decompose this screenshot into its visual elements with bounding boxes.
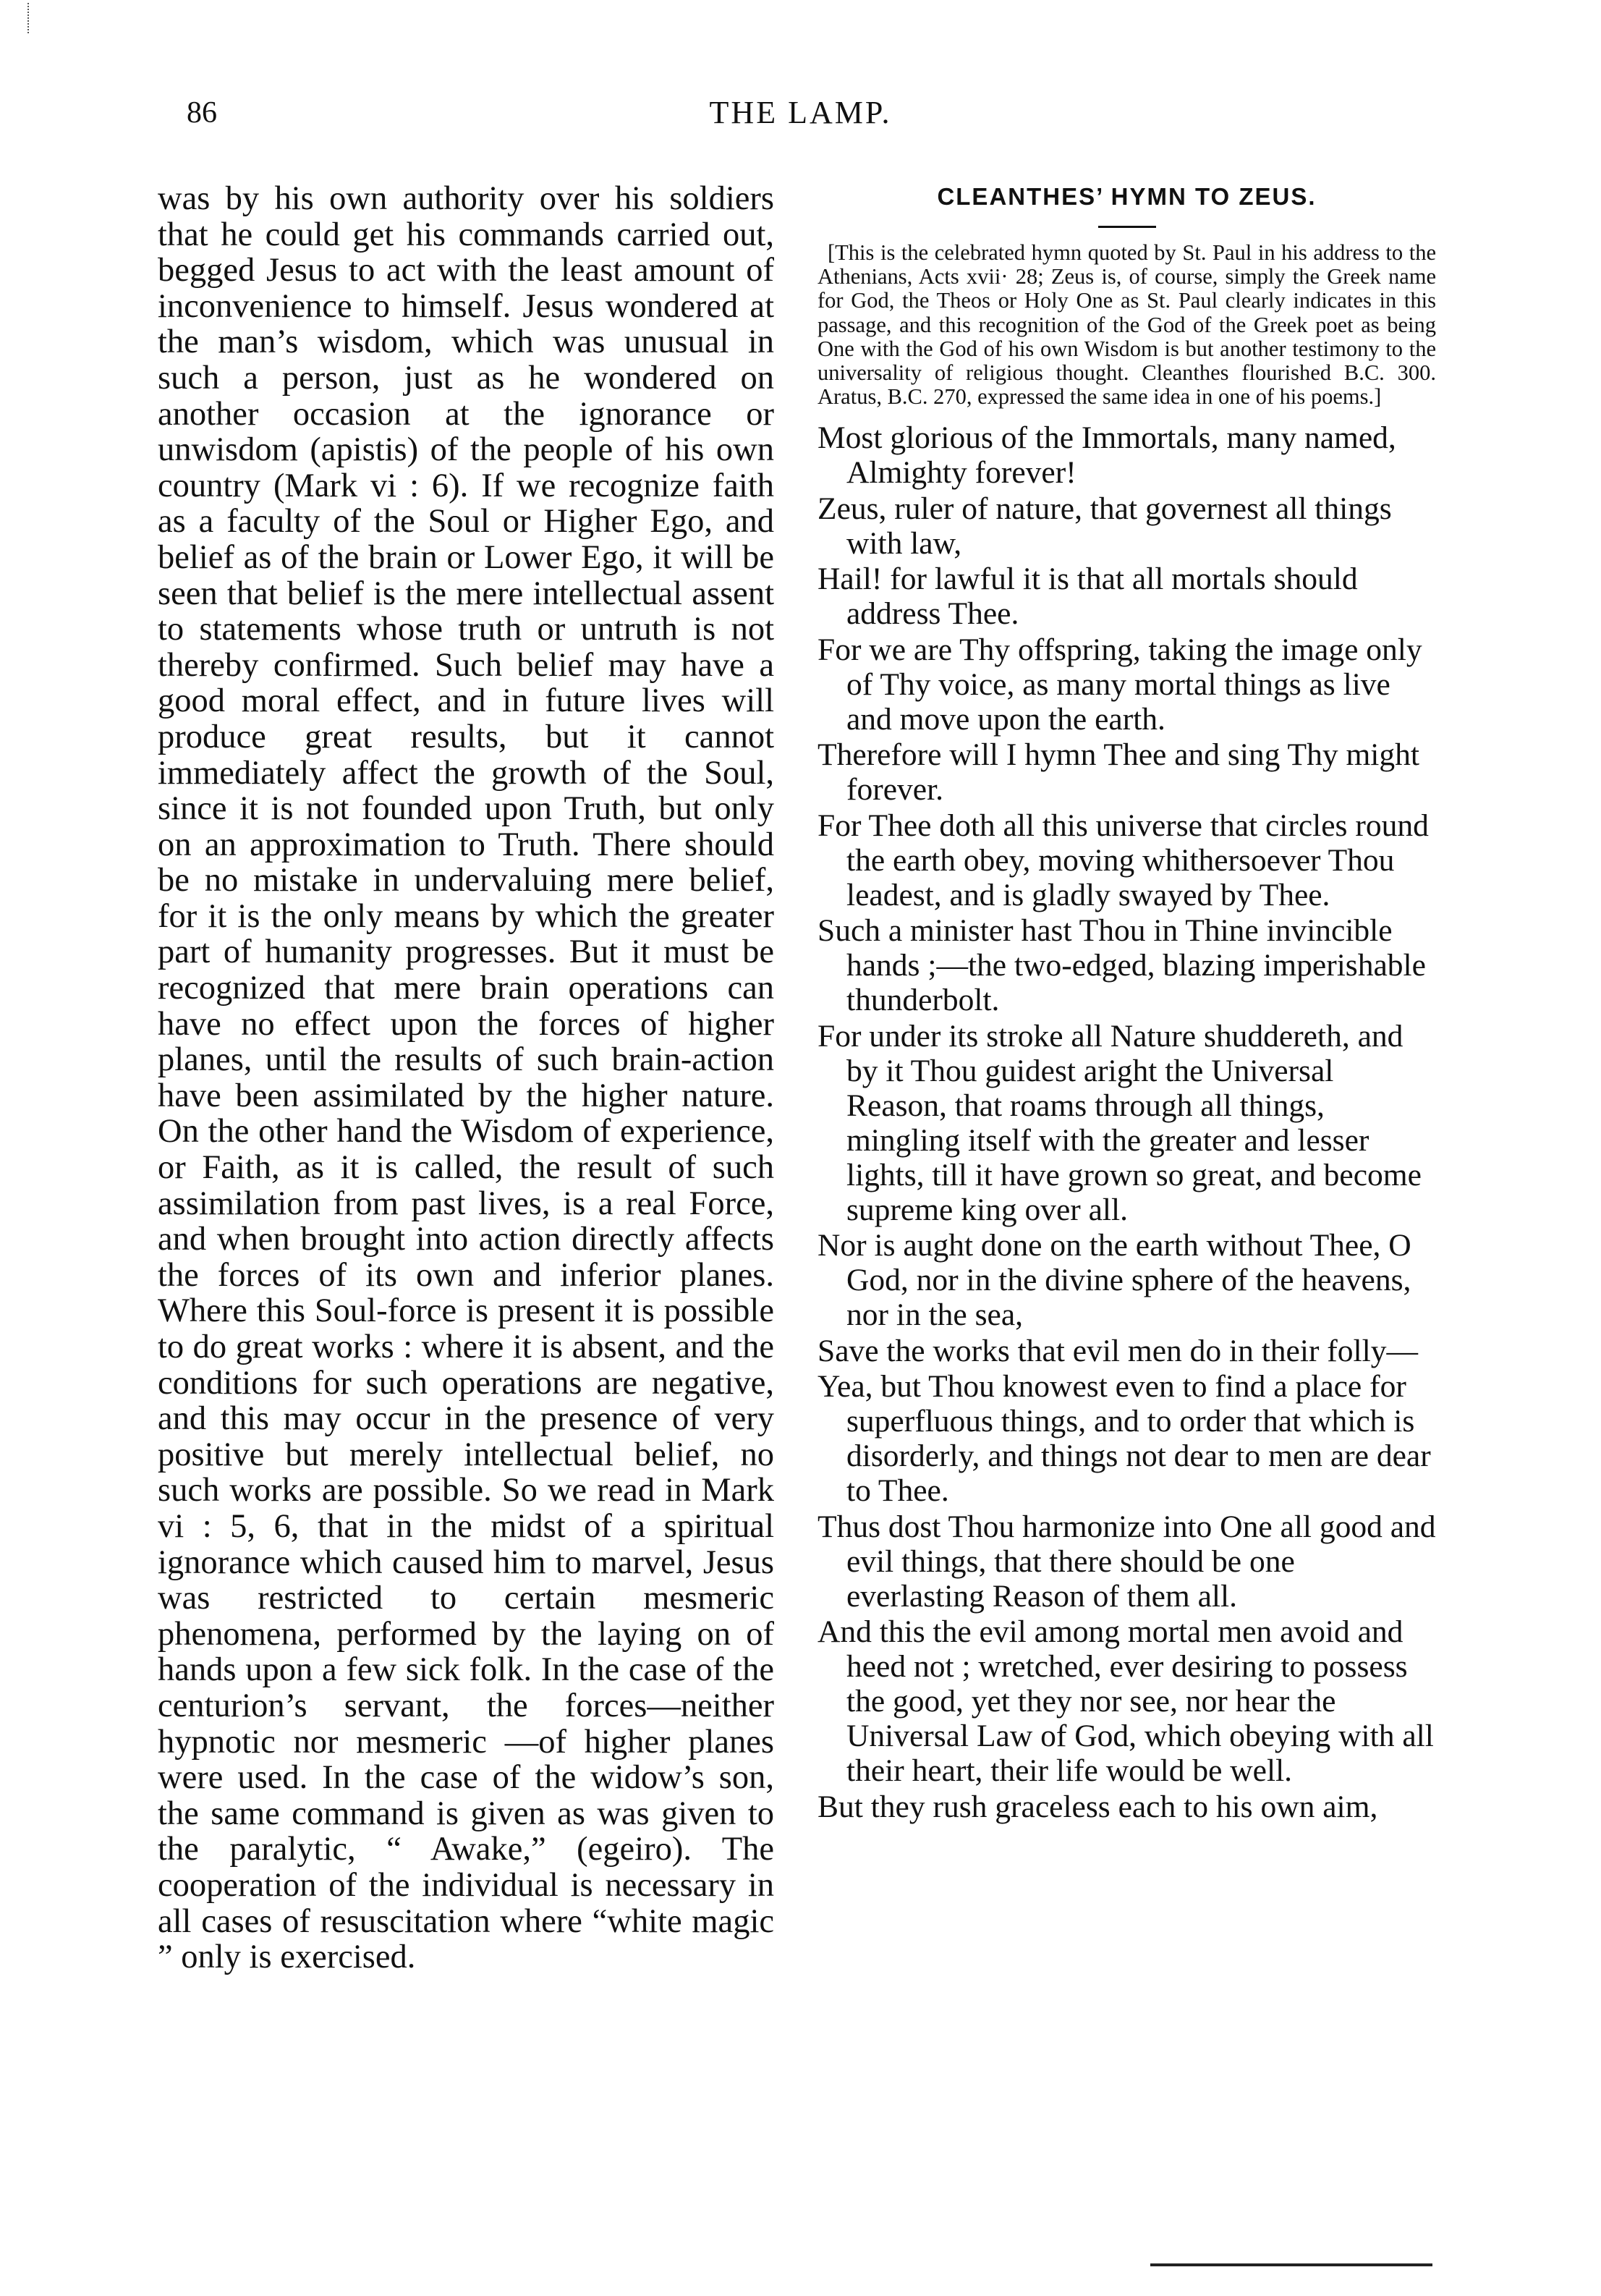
hymn-verse: Such a minister hast Thou in Thine invincible hands ;—the two-edged, blazing imperishable thunderbolt. xyxy=(818,913,1426,1018)
hymn-verse: But they rush graceless each to his own aim, xyxy=(818,1789,1378,1824)
bottom-rule xyxy=(1150,2263,1432,2266)
right-column xyxy=(818,178,1436,1825)
hymn-verse: Most glorious of the Immortals, many named, Almighty forever! xyxy=(818,420,1396,491)
hymn-title: CLEANTHES’ HYMN TO ZEUS. xyxy=(937,183,1317,210)
hymn-verse: Hail! for lawful it is that all mortals should address Thee. xyxy=(818,562,1358,632)
hymn-verse: For we are Thy offspring, taking the image only of Thy voice, as many mortal things as live and move upon the earth. xyxy=(818,632,1422,737)
hymn-verse: Zeus, ruler of nature, that governest all things with law, xyxy=(818,491,1392,561)
hymn-verse: Thus dost Thou harmonize into One all good and evil things, that there should be one everlasting Reason of them all. xyxy=(818,1509,1436,1614)
title-rule xyxy=(1098,226,1156,228)
hymn-intro-note: [This is the celebrated hymn quoted by St. Paul in his address to the Athenians, Acts xvii· 28; Zeus is, of course, simply the Greek name for God, the Theos or Holy One as St. Paul clearly indicates in this passage, and this recognition of the God of the Greek poet as being One with the God of his own Wisdom is but another testimony to the universality of religious thought. Cleanthes flourished B.C. 300. Aratus, B.C. 270, expressed the same idea in one of his poems.] xyxy=(818,240,1436,410)
hymn-verses xyxy=(818,420,1436,1824)
hymn-verse: And this the evil among mortal men avoid and heed not ; wretched, ever desiring to possess the good, yet they nor see, nor hear the Universal Law of God, which obeying with all their heart, their life would be well. xyxy=(818,1614,1434,1789)
left-column-text: was by his own authority over his soldiers that he could get his commands carried out, begged Jesus to act with the least amount of inconvenience to himself. Jesus wondered at the man’s wisdom, which was unusual in such a person, just as he wondered on another occasion at the ignorance or unwisdom (apistis) of the people of his own country (Mark vi : 6). If we recognize faith as a faculty of the Soul or Higher Ego, and belief as of the brain or Lower Ego, it will be seen that belief is the mere intellectual assent to statements whose truth or untruth is not thereby confirmed. Such belief may have a good moral effect, and in future lives will produce great results, but it cannot immediately affect the growth of the Soul, since it is not founded upon Truth, but only on an approximation to Truth. There should be no mistake in undervaluing mere belief, for it is the only means by which the greater part of humanity progresses. But it must be recognized that mere brain operations can have no effect upon the forces of higher planes, until the results of such brain-action have been assimilated by the higher nature. On the other hand the Wisdom of experience, or Faith, as it is called, the result of such assimilation from past lives, is a real Force, and when brought into action directly affects the forces of its own and inferior planes. Where this Soul-force is present it is possible to do great works : where it is absent, and the conditions for such operations are negative, and this may occur in the presence of very positive but merely intellectual belief, no such works are possible. So we read in Mark vi : 5, 6, that in the midst of a spiritual ignorance which caused him to marvel, Jesus was restricted to certain mesmeric phenomena, performed by the laying on of hands upon a few sick folk. In the case of the centurion’s servant, the forces—neither hypnotic nor mesmeric —of higher planes were used. In the case of the widow’s son, the same command is given as was given to the paralytic, “ Awake,” (egeiro). The cooperation of the individual is necessary in all cases of resuscitation where “white magic ” only is exercised. xyxy=(158,180,774,1976)
hymn-verse: For under its stroke all Nature shuddereth, and by it Thou guidest aright the Universal Reason, that roams through all things, mingling itself with the greater and lesser lights, till it have grown so great, and become supreme king over all. xyxy=(818,1018,1422,1227)
hymn-verse: Save the works that evil men do in their folly— xyxy=(818,1333,1418,1368)
hymn-verse: Yea, but Thou knowest even to find a place for superfluous things, and to order that which is disorderly, and things not dear to men are dear to Thee. xyxy=(818,1369,1431,1509)
hymn-verse: For Thee doth all this universe that circles round the earth obey, moving whithersoever Thou leadest, and is gladly swayed by Thee. xyxy=(818,808,1429,912)
hymn-verse: Therefore will I hymn Thee and sing Thy might forever. xyxy=(818,737,1419,808)
hymn-verse: Nor is aught done on the earth without Thee, O God, nor in the divine sphere of the heavens, nor in the sea, xyxy=(818,1228,1411,1333)
page-number: 86 xyxy=(187,96,217,130)
running-head: THE LAMP. xyxy=(709,95,892,130)
scan-edge-mark xyxy=(27,3,32,33)
